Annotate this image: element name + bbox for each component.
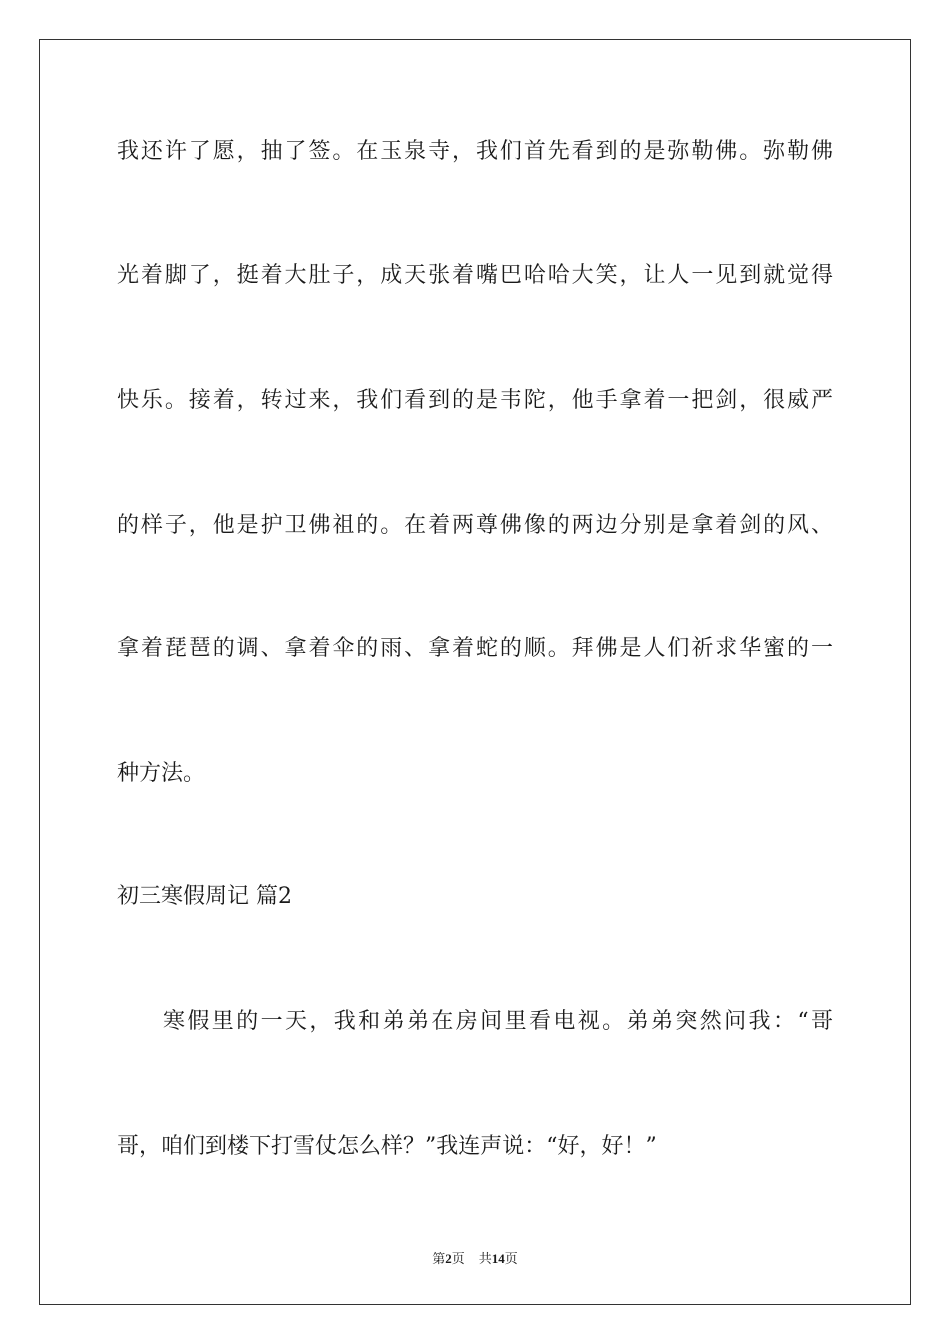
body-text-line: 的样子，他是护卫佛祖的。在着两尊佛像的两边分别是拿着剑的风、 (117, 513, 833, 538)
total-prefix: 共 (478, 1251, 492, 1266)
body-text-line: 光着脚了，挺着大肚子，成天张着嘴巴哈哈大笑，让人一见到就觉得 (117, 263, 833, 288)
page-suffix: 页 (451, 1251, 465, 1266)
page-frame (39, 39, 911, 1305)
body-text-line: 寒假里的一天，我和弟弟在房间里看电视。弟弟突然问我：“哥 (163, 1009, 833, 1034)
body-text-line: 种方法。 (117, 761, 206, 786)
body-text-line: 哥，咱们到楼下打雪仗怎么样？”我连声说：“好，好！” (117, 1134, 657, 1159)
total-pages: 14 (491, 1251, 505, 1266)
body-text-line: 拿着琵琶的调、拿着伞的雨、拿着蛇的顺。拜佛是人们祈求华蜜的一 (117, 636, 833, 661)
page-footer (0, 1248, 950, 1267)
body-text-line: 快乐。接着，转过来，我们看到的是韦陀，他手拿着一把剑，很威严 (117, 388, 833, 413)
total-suffix: 页 (504, 1251, 518, 1266)
page-prefix: 第 (432, 1251, 446, 1266)
body-text-line: 我还许了愿，抽了签。在玉泉寺，我们首先看到的是弥勒佛。弥勒佛 (117, 139, 833, 164)
page-number: 2 (445, 1251, 452, 1266)
section-heading: 初三寒假周记 篇2 (117, 884, 292, 909)
